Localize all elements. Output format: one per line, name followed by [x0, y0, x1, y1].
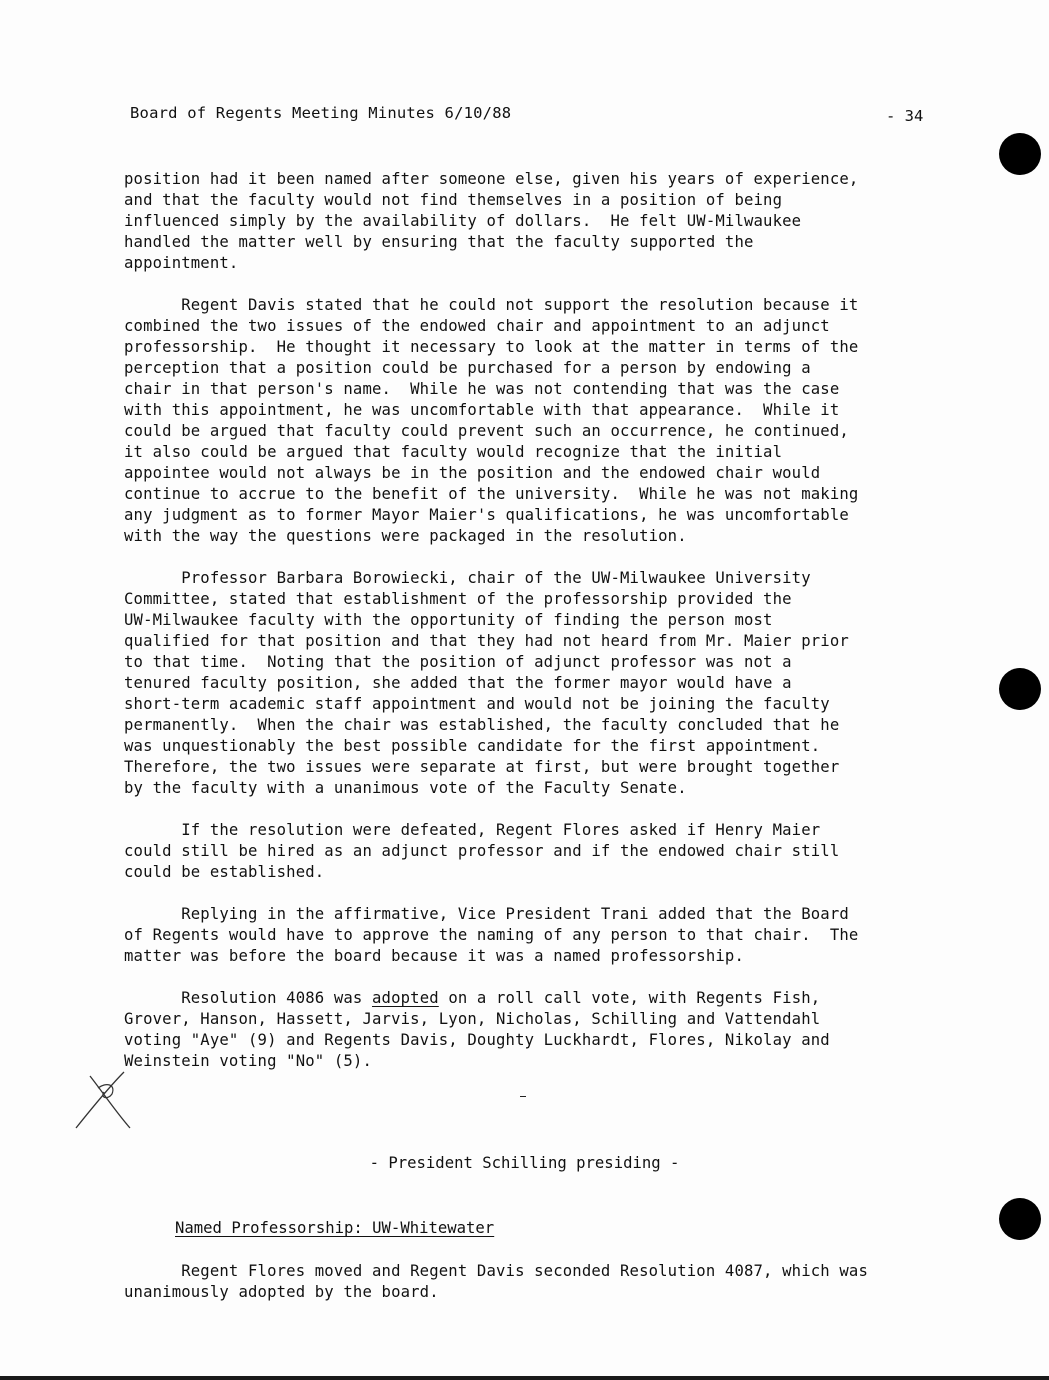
section-heading: Named Professorship: UW-Whitewater	[175, 1219, 495, 1237]
adopted-underlined: adopted	[372, 989, 439, 1007]
punch-hole-middle	[999, 668, 1041, 710]
paragraph-resolution-4087: Regent Flores moved and Regent Davis seconded Resolution 4087, which was unanimously adopted by the board.	[124, 1262, 868, 1301]
page-number: - 34	[886, 107, 924, 125]
scan-edge	[0, 1376, 1049, 1380]
presiding-note: - President Schilling presiding -	[369, 1154, 680, 1172]
resolution-text-end: on a roll call vote, with Regents Fish, Grover, Hanson, Hassett, Jarvis, Lyon, Nicholas, Schilling and Vattendahl voting "Aye" (9) and Regents Davis, Doughty Luckhardt, Flores, Nikolay and Weinstein voting "No" (5).	[124, 989, 830, 1070]
paragraph-professor-borowiecki: Professor Barbara Borowiecki, chair of the UW-Milwaukee University Committee, stated that establishment of the professorship provided the UW-Milwaukee faculty with the opportunity of finding the person most qualified for that position and that they had not heard from Mr. Maier prior to that time. Noting that the position of adjunct professor was not a tenured faculty position, she added that the former mayor would have a short-term academic staff appointment and would not be joining the faculty permanently. When the chair was established, the faculty concluded that he was unquestionably the best possible candidate for the first appointment. Therefore, the two issues were separate at first, but were brought together by the faculty with a unanimous vote of the Faculty Senate.	[124, 569, 849, 797]
paragraph-resolution-4086	[124, 988, 936, 1072]
handwritten-mark	[70, 1068, 140, 1138]
paragraph-regent-flores-question: If the resolution were defeated, Regent Flores asked if Henry Maier could still be hired as an adjunct professor and if the endowed chair still could be established.	[124, 821, 840, 881]
header-title: Board of Regents Meeting Minutes 6/10/88	[130, 104, 512, 122]
stray-mark	[520, 1096, 526, 1097]
paragraph-vice-president-trani: Replying in the affirmative, Vice President Trani added that the Board of Regents would have to approve the naming of any person to that chair. The matter was before the board because it was a named professorship.	[124, 905, 859, 965]
resolution-text-start: Resolution 4086 was	[124, 989, 372, 1007]
paragraph-continuation: position had it been named after someone else, given his years of experience, and that the faculty would not find themselves in a position of being influenced simply by the availability of dollars. He felt UW-Milwaukee handled the matter well by ensuring that the faculty supported the appointment.	[124, 170, 859, 272]
paragraph-regent-davis: Regent Davis stated that he could not support the resolution because it combined the two issues of the endowed chair and appointment to an adjunct professorship. He thought it necessary to look at the matter in terms of the perception that a position could be purchased for a person by endowing a chair in that person's name. While he was not contending that was the case with this appointment, he was uncomfortable with that appearance. While it could be argued that faculty could prevent such an occurrence, he continued, it also could be argued that faculty would recognize that the initial appointee would not always be in the position and the endowed chair would continue to accrue to the benefit of the university. While he was not making any judgment as to former Mayor Maier's qualifications, he was uncomfortable with the way the questions were packaged in the resolution.	[124, 296, 859, 545]
punch-hole-bottom	[999, 1198, 1041, 1240]
punch-hole-top	[999, 133, 1041, 175]
